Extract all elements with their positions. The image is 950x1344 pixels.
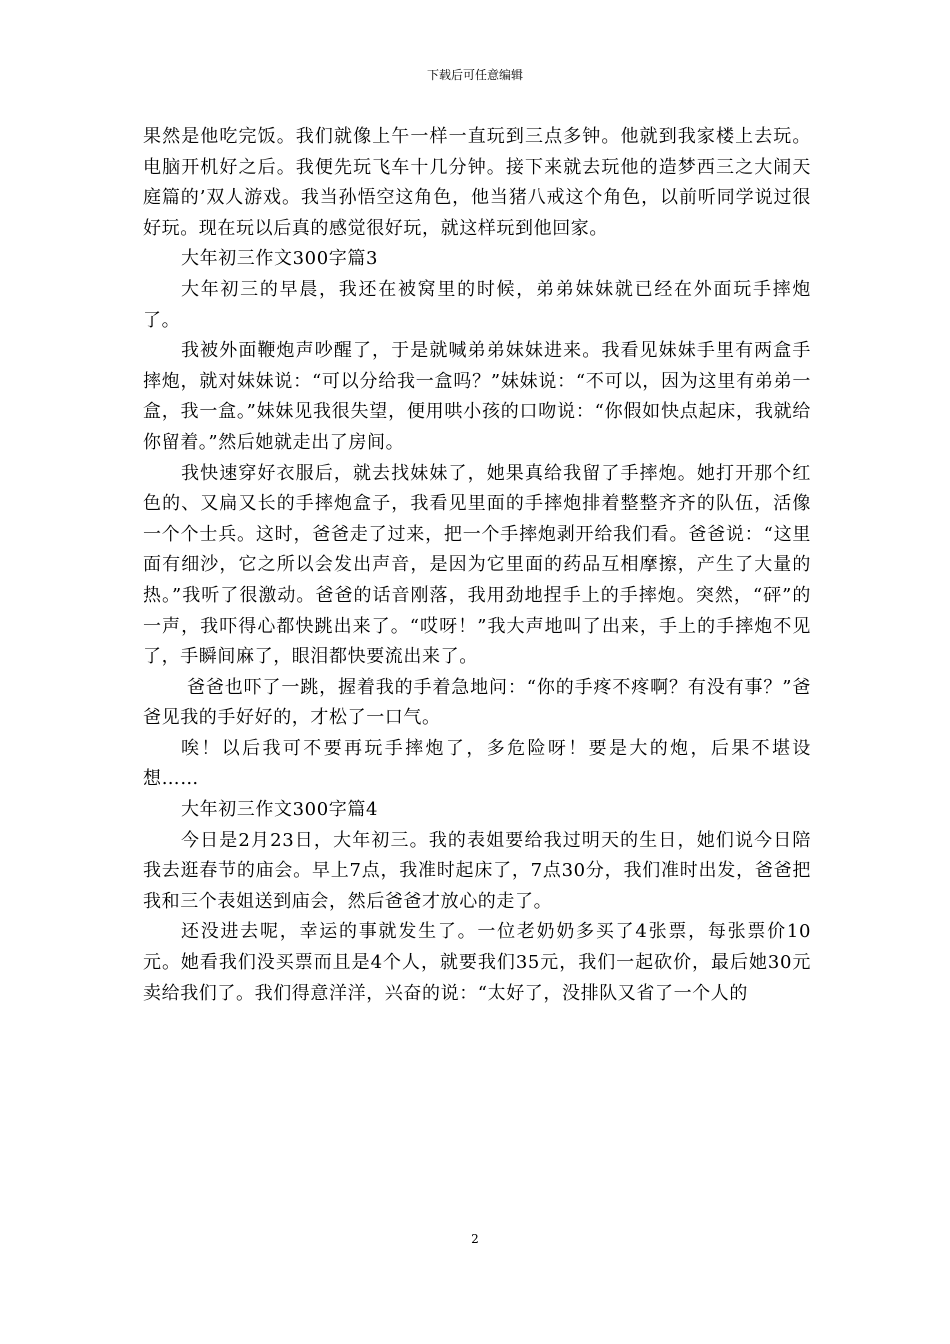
page-header: 下载后可任意编辑: [426, 68, 523, 82]
section-heading: 大年初三作文300字篇4: [181, 799, 379, 821]
section-heading: 大年初三作文300字篇3: [181, 248, 379, 270]
paragraph: 我被外面鞭炮声吵醒了，于是就喊弟弟妹妹进来。我看见妹妹手里有两盒手摔炮，就对妹妹说：“可以分给我一盒吗？”妹妹说：“不可以，因为这里有弟弟一盒，我一盒。”妹妹见我很失望，便用哄小孩的口吻说：“你假如快点起床，我就给你留着。”然后她就走出了房间。: [143, 340, 811, 453]
paragraph: 大年初三的早晨，我还在被窝里的时候，弟弟妹妹就已经在外面玩手摔炮了。: [143, 278, 811, 331]
paragraph: 我快速穿好衣服后，就去找妹妹了，她果真给我留了手摔炮。她打开那个红色的、又扁又长的手摔炮盒子，我看见里面的手摔炮排着整整齐齐的队伍，活像一个个士兵。这时，爸爸走了过来，把一个手摔炮剥开给我们看。爸爸说：“这里面有细沙，它之所以会发出声音，是因为它里面的药品互相摩擦，产生了大量的热。”我听了很激动。爸爸的话音刚落，我用劲地捏手上的手摔炮。突然，“砰”的一声，我吓得心都快跳出来了。“哎呀！”我大声地叫了出来，手上的手摔炮不见了，手瞬间麻了，眼泪都快要流出来了。: [143, 462, 811, 668]
page-number: 2: [471, 1232, 479, 1246]
paragraph: 爸爸也吓了一跳，握着我的手着急地问：“你的手疼不疼啊？有没有事？”爸爸见我的手好好的，才松了一口气。: [143, 676, 811, 729]
document-body: [143, 122, 811, 1009]
paragraph: 还没进去呢，幸运的事就发生了。一位老奶奶多买了4张票，每张票价10元。她看我们没买票而且是4个人，就要我们35元，我们一起砍价，最后她30元卖给我们了。我们得意洋洋，兴奋的说：“太好了，没排队又省了一个人的: [143, 921, 811, 1004]
paragraph: 唉！以后我可不要再玩手摔炮了，多危险呀！要是大的炮，后果不堪设想……: [143, 737, 811, 790]
paragraph: 今日是2月23日，大年初三。我的表姐要给我过明天的生日，她们说今日陪我去逛春节的庙会。早上7点，我准时起床了，7点30分，我们准时出发，爸爸把我和三个表姐送到庙会，然后爸爸才放心的走了。: [143, 829, 811, 912]
paragraph: 果然是他吃完饭。我们就像上午一样一直玩到三点多钟。他就到我家楼上去玩。电脑开机好之后。我便先玩飞车十几分钟。接下来就去玩他的造梦西三之大闹天庭篇的’双人游戏。我当孙悟空这角色，他当猪八戒这个角色，以前听同学说过很好玩。现在玩以后真的感觉很好玩，就这样玩到他回家。: [143, 126, 811, 239]
